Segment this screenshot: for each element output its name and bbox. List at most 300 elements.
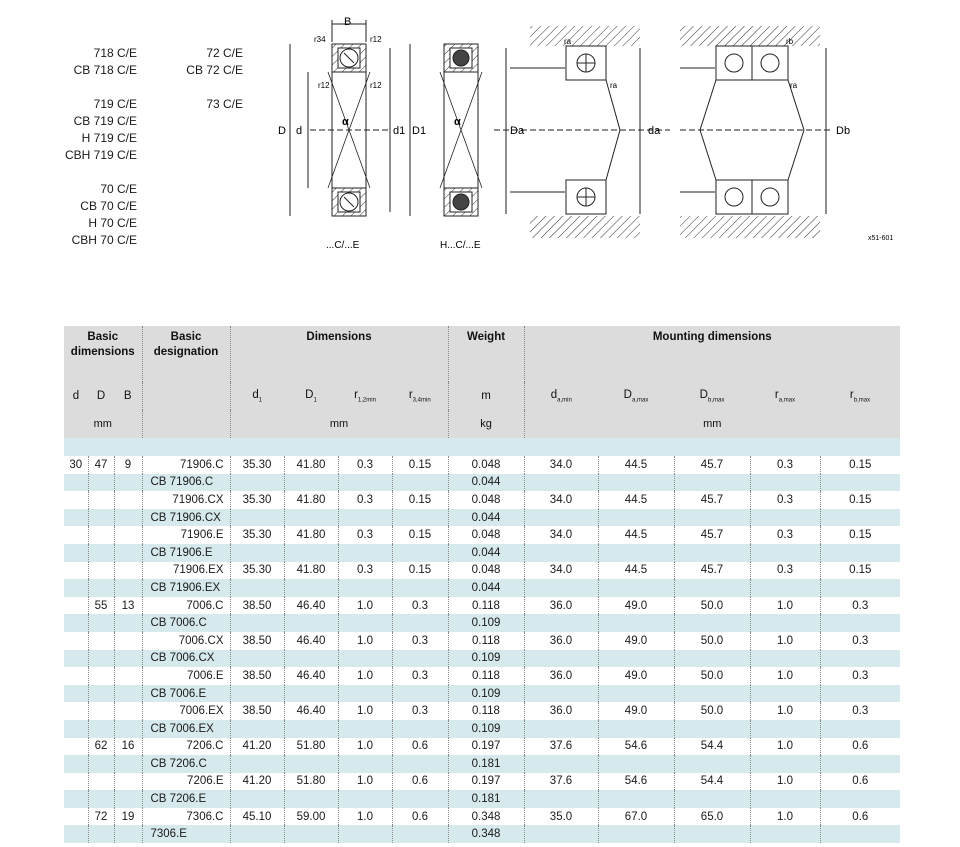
- table-cell: [114, 685, 142, 703]
- table-cell: 51.80: [284, 738, 338, 756]
- table-cell: 49.0: [598, 632, 674, 650]
- table-cell: 0.048: [448, 456, 524, 474]
- label-d1: d1: [393, 125, 406, 137]
- table-cell: 36.0: [524, 702, 598, 720]
- table-cell: 16: [114, 738, 142, 756]
- series-item: CBH 719 C/E: [64, 148, 137, 162]
- label-r12-right: r12: [370, 81, 382, 90]
- table-cell: 0.3: [750, 562, 820, 580]
- table-cell: [230, 755, 284, 773]
- table-cell: 41.80: [284, 456, 338, 474]
- table-cell: [598, 579, 674, 597]
- table-cell: 0.6: [392, 808, 448, 826]
- caption-standard: ...C/...E: [326, 240, 360, 251]
- table-cell: [524, 474, 598, 492]
- table-cell: [64, 755, 88, 773]
- series-item: [40, 79, 137, 96]
- table-cell: 35.30: [230, 562, 284, 580]
- bearing-section-hybrid: [440, 44, 482, 216]
- table-cell: 0.3: [338, 526, 392, 544]
- table-cell: [674, 685, 750, 703]
- table-cell: 0.044: [448, 544, 524, 562]
- table-cell: [820, 544, 900, 562]
- table-cell: 13: [114, 597, 142, 615]
- label-D1: D1: [412, 125, 427, 137]
- table-cell: [284, 650, 338, 668]
- table-row: [64, 720, 900, 738]
- table-cell: 41.80: [284, 491, 338, 509]
- table-cell: [64, 667, 88, 685]
- table-cell: [114, 755, 142, 773]
- table-cell: [392, 825, 448, 843]
- col-m: m: [448, 382, 524, 410]
- table-cell: 0.044: [448, 579, 524, 597]
- header-weight: Weight: [448, 326, 524, 382]
- mounting-tandem: [680, 26, 830, 238]
- table-cell: [284, 579, 338, 597]
- table-cell: [114, 720, 142, 738]
- label-alpha: α: [342, 116, 349, 128]
- table-cell: 51.80: [284, 773, 338, 791]
- table-cell: [750, 474, 820, 492]
- series-item: H 70 C/E: [88, 216, 137, 230]
- table-cell: 0.109: [448, 614, 524, 632]
- unit-basic-dimensions: mm: [64, 410, 142, 438]
- table-cell: CB 7206.E: [142, 790, 230, 808]
- table-cell: 0.044: [448, 474, 524, 492]
- table-cell: [674, 474, 750, 492]
- table-cell: 1.0: [338, 597, 392, 615]
- table-cell: 7006.EX: [142, 702, 230, 720]
- table-cell: [64, 685, 88, 703]
- table-cell: 7206.C: [142, 738, 230, 756]
- table-cell: [114, 474, 142, 492]
- table-cell: [598, 720, 674, 738]
- table-cell: [114, 509, 142, 527]
- col-r34: $r_{3,4min}$: [392, 382, 448, 410]
- table-cell: [820, 720, 900, 738]
- table-cell: 50.0: [674, 632, 750, 650]
- table-cell: 41.80: [284, 526, 338, 544]
- table-cell: [64, 825, 88, 843]
- table-cell: [114, 526, 142, 544]
- table-cell: [64, 579, 88, 597]
- series-item: CB 72 C/E: [186, 63, 243, 77]
- table-cell: [750, 685, 820, 703]
- table-cell: [230, 825, 284, 843]
- table-cell: [230, 544, 284, 562]
- table-cell: 36.0: [524, 632, 598, 650]
- table-cell: [524, 544, 598, 562]
- table-row: [64, 456, 900, 474]
- table-cell: [674, 509, 750, 527]
- table-cell: [524, 579, 598, 597]
- table-cell: 45.7: [674, 526, 750, 544]
- table-cell: 1.0: [338, 773, 392, 791]
- table-cell: [524, 790, 598, 808]
- table-cell: [524, 685, 598, 703]
- table-cell: [114, 544, 142, 562]
- table-cell: 34.0: [524, 526, 598, 544]
- label-Da: Da: [510, 125, 525, 137]
- table-cell: [392, 790, 448, 808]
- figure-code: x51-601: [868, 235, 894, 242]
- table-cell: [338, 474, 392, 492]
- table-cell: [230, 579, 284, 597]
- table-cell: [284, 685, 338, 703]
- table-cell: [88, 544, 114, 562]
- header-units: [64, 410, 900, 438]
- header-dimensions: Dimensions: [230, 326, 448, 382]
- table-cell: [820, 509, 900, 527]
- table-cell: [750, 650, 820, 668]
- table-cell: 44.5: [598, 456, 674, 474]
- table-cell: 0.048: [448, 526, 524, 544]
- table-cell: 38.50: [230, 667, 284, 685]
- table-row: [64, 808, 900, 826]
- table-cell: [674, 614, 750, 632]
- table-cell: [338, 790, 392, 808]
- table-row: [64, 702, 900, 720]
- table-cell: 1.0: [338, 702, 392, 720]
- table-cell: 9: [114, 456, 142, 474]
- table-cell: [230, 720, 284, 738]
- table-cell: 0.197: [448, 738, 524, 756]
- table-cell: 0.048: [448, 562, 524, 580]
- label-D: D: [278, 125, 286, 137]
- table-row: [64, 544, 900, 562]
- table-cell: 38.50: [230, 632, 284, 650]
- table-cell: [64, 808, 88, 826]
- table-cell: 47: [88, 456, 114, 474]
- table-cell: [114, 632, 142, 650]
- unit-designation: [142, 410, 230, 438]
- label-d: d: [296, 125, 303, 137]
- table-row: [64, 614, 900, 632]
- header-symbols: [64, 382, 900, 410]
- table-cell: [820, 790, 900, 808]
- table-cell: 0.048: [448, 491, 524, 509]
- table-cell: [88, 773, 114, 791]
- table-cell: [750, 544, 820, 562]
- table-cell: 0.3: [392, 702, 448, 720]
- unit-weight: kg: [448, 410, 524, 438]
- series-item: H 719 C/E: [81, 131, 137, 145]
- table-cell: 0.3: [338, 456, 392, 474]
- table-cell: CB 71906.C: [142, 474, 230, 492]
- table-cell: [88, 755, 114, 773]
- table-cell: [230, 509, 284, 527]
- table-cell: [88, 562, 114, 580]
- table-cell: 0.3: [820, 597, 900, 615]
- table-cell: 45.7: [674, 562, 750, 580]
- table-cell: 1.0: [750, 702, 820, 720]
- table-cell: [674, 755, 750, 773]
- series-item: 719 C/E: [93, 97, 137, 111]
- series-item: 73 C/E: [206, 97, 243, 111]
- table-cell: [114, 579, 142, 597]
- table-cell: 34.0: [524, 562, 598, 580]
- table-row: [64, 685, 900, 703]
- table-cell: [338, 509, 392, 527]
- table-cell: 0.181: [448, 755, 524, 773]
- table-cell: 1.0: [750, 808, 820, 826]
- table-cell: [64, 773, 88, 791]
- table-cell: [392, 755, 448, 773]
- table-cell: [88, 632, 114, 650]
- table-cell: 0.3: [338, 491, 392, 509]
- table-cell: 38.50: [230, 702, 284, 720]
- table-cell: [598, 755, 674, 773]
- label-r12-left: r12: [318, 81, 330, 90]
- table-cell: 41.20: [230, 773, 284, 791]
- table-cell: [88, 685, 114, 703]
- table-cell: 35.30: [230, 491, 284, 509]
- table-cell: 41.80: [284, 562, 338, 580]
- table-cell: [338, 579, 392, 597]
- table-cell: [524, 720, 598, 738]
- table-cell: [284, 755, 338, 773]
- table-cell: 45.7: [674, 491, 750, 509]
- table-cell: [392, 614, 448, 632]
- table-cell: 7006.CX: [142, 632, 230, 650]
- col-d: d: [64, 382, 88, 410]
- table-cell: 0.15: [392, 562, 448, 580]
- table-cell: [64, 526, 88, 544]
- col-rb: $r_{b,max}$: [820, 382, 900, 410]
- table-cell: [88, 650, 114, 668]
- table-cell: [64, 544, 88, 562]
- table-cell: 45.7: [674, 456, 750, 474]
- table-cell: [284, 509, 338, 527]
- table-row: [64, 597, 900, 615]
- table-cell: 1.0: [750, 773, 820, 791]
- table-row: [64, 474, 900, 492]
- table-cell: 30: [64, 456, 88, 474]
- table-cell: 62: [88, 738, 114, 756]
- table-cell: [284, 614, 338, 632]
- series-item: CBH 70 C/E: [71, 233, 137, 247]
- table-cell: [524, 825, 598, 843]
- table-cell: [114, 773, 142, 791]
- table-cell: 0.3: [750, 526, 820, 544]
- label-r12-top: r12: [370, 35, 382, 44]
- col-D: D: [88, 382, 114, 410]
- table-cell: 35.0: [524, 808, 598, 826]
- table-cell: 44.5: [598, 491, 674, 509]
- table-cell: 50.0: [674, 667, 750, 685]
- table-cell: 1.0: [750, 667, 820, 685]
- label-ra-1: ra: [564, 37, 572, 46]
- bearing-drawing: [270, 8, 910, 258]
- table-cell: [598, 509, 674, 527]
- table-cell: [524, 755, 598, 773]
- table-cell: [88, 614, 114, 632]
- header-basic-dimensions: Basic dimensions: [64, 326, 142, 382]
- table-body: [64, 438, 900, 843]
- series-item: 72 C/E: [206, 46, 243, 60]
- table-cell: 50.0: [674, 597, 750, 615]
- table-cell: 41.20: [230, 738, 284, 756]
- table-cell: 1.0: [338, 738, 392, 756]
- table-cell: [88, 790, 114, 808]
- table-cell: [750, 790, 820, 808]
- table-cell: 1.0: [750, 632, 820, 650]
- label-alpha-2: α: [454, 116, 461, 128]
- table-cell: 7306.C: [142, 808, 230, 826]
- table-cell: [64, 509, 88, 527]
- table-row: [64, 579, 900, 597]
- table-row: [64, 667, 900, 685]
- table-cell: 0.6: [392, 738, 448, 756]
- table-cell: [64, 491, 88, 509]
- table-cell: [64, 650, 88, 668]
- table-cell: 0.109: [448, 685, 524, 703]
- table-cell: 54.4: [674, 738, 750, 756]
- table-cell: [674, 544, 750, 562]
- table-cell: [820, 825, 900, 843]
- table-cell: CB 71906.CX: [142, 509, 230, 527]
- table-cell: CB 7006.C: [142, 614, 230, 632]
- table-cell: [114, 650, 142, 668]
- label-r34: r34: [314, 35, 326, 44]
- unit-mounting: mm: [524, 410, 900, 438]
- table-cell: 0.118: [448, 597, 524, 615]
- table-cell: 1.0: [750, 597, 820, 615]
- table-cell: [88, 474, 114, 492]
- table-cell: [598, 790, 674, 808]
- table-cell: 46.40: [284, 702, 338, 720]
- table-cell: 49.0: [598, 597, 674, 615]
- table-cell: 71906.C: [142, 456, 230, 474]
- table-cell: 7006.E: [142, 667, 230, 685]
- table-cell: [284, 474, 338, 492]
- table-cell: [114, 790, 142, 808]
- table-cell: 34.0: [524, 491, 598, 509]
- table-row: [64, 825, 900, 843]
- table-cell: [88, 526, 114, 544]
- table-row: [64, 562, 900, 580]
- table-cell: 36.0: [524, 597, 598, 615]
- table-cell: [64, 720, 88, 738]
- caption-hybrid: H...C/...E: [440, 240, 481, 251]
- table-cell: [674, 825, 750, 843]
- table-row: [64, 509, 900, 527]
- table-cell: [338, 720, 392, 738]
- table-cell: 46.40: [284, 667, 338, 685]
- table-cell: [230, 685, 284, 703]
- table-cell: [114, 614, 142, 632]
- table-cell: [524, 650, 598, 668]
- table-cell: 0.3: [820, 632, 900, 650]
- col-r12: $r_{1,2min}$: [338, 382, 392, 410]
- table-cell: 0.3: [820, 667, 900, 685]
- table-cell: [524, 614, 598, 632]
- table-cell: 55: [88, 597, 114, 615]
- table-cell: 0.3: [392, 667, 448, 685]
- table-cell: [284, 790, 338, 808]
- table-cell: [820, 579, 900, 597]
- table-cell: [750, 509, 820, 527]
- table-cell: [392, 509, 448, 527]
- table-cell: [114, 667, 142, 685]
- table-cell: CB 71906.E: [142, 544, 230, 562]
- table-cell: CB 7006.EX: [142, 720, 230, 738]
- col-Da: $D_{a,max}$: [598, 382, 674, 410]
- table-cell: 44.5: [598, 562, 674, 580]
- table-row: [64, 526, 900, 544]
- table-cell: 0.348: [448, 825, 524, 843]
- table-cell: [284, 825, 338, 843]
- table-row: [64, 790, 900, 808]
- header-basic-designation: Basic designation: [142, 326, 230, 382]
- table-cell: 50.0: [674, 702, 750, 720]
- label-Db: Db: [836, 125, 851, 137]
- table-row: [64, 773, 900, 791]
- table-cell: 0.3: [750, 456, 820, 474]
- table-cell: [64, 702, 88, 720]
- table-cell: 72: [88, 808, 114, 826]
- table-cell: 0.15: [820, 456, 900, 474]
- table-cell: [338, 685, 392, 703]
- table-cell: [392, 544, 448, 562]
- series-item: CB 718 C/E: [73, 63, 137, 77]
- table-cell: 0.3: [392, 597, 448, 615]
- table-row: [64, 632, 900, 650]
- table-cell: 0.109: [448, 650, 524, 668]
- table-cell: [230, 790, 284, 808]
- table-cell: CB 7006.CX: [142, 650, 230, 668]
- table-cell: [598, 650, 674, 668]
- table-cell: [598, 825, 674, 843]
- table-cell: [64, 632, 88, 650]
- label-ra-3: ra: [790, 81, 798, 90]
- table-cell: [392, 474, 448, 492]
- table-cell: [338, 825, 392, 843]
- table-cell: [820, 650, 900, 668]
- table-cell: 0.15: [820, 562, 900, 580]
- col-da: $d_{a,min}$: [524, 382, 598, 410]
- table-cell: 0.118: [448, 667, 524, 685]
- table-cell: 0.15: [392, 456, 448, 474]
- table-cell: 37.6: [524, 773, 598, 791]
- series-list-right: [170, 45, 243, 113]
- table-cell: 7306.E: [142, 825, 230, 843]
- bearing-data-table: [64, 326, 900, 843]
- table-cell: [674, 579, 750, 597]
- table-cell: 0.044: [448, 509, 524, 527]
- table-cell: 1.0: [338, 808, 392, 826]
- table-cell: 1.0: [338, 667, 392, 685]
- table-cell: 1.0: [338, 632, 392, 650]
- table-cell: 46.40: [284, 632, 338, 650]
- table-cell: 0.6: [392, 773, 448, 791]
- table-cell: 36.0: [524, 667, 598, 685]
- table-row: [64, 755, 900, 773]
- table-cell: 46.40: [284, 597, 338, 615]
- bearing-section-standard: [290, 20, 410, 216]
- table-cell: 71906.CX: [142, 491, 230, 509]
- series-list-left: [40, 45, 137, 249]
- table-cell: [750, 825, 820, 843]
- table-cell: 0.3: [820, 702, 900, 720]
- table-cell: 34.0: [524, 456, 598, 474]
- series-item: [40, 164, 137, 181]
- table-cell: 0.118: [448, 632, 524, 650]
- table-cell: [392, 685, 448, 703]
- table-cell: [88, 667, 114, 685]
- table-cell: [64, 614, 88, 632]
